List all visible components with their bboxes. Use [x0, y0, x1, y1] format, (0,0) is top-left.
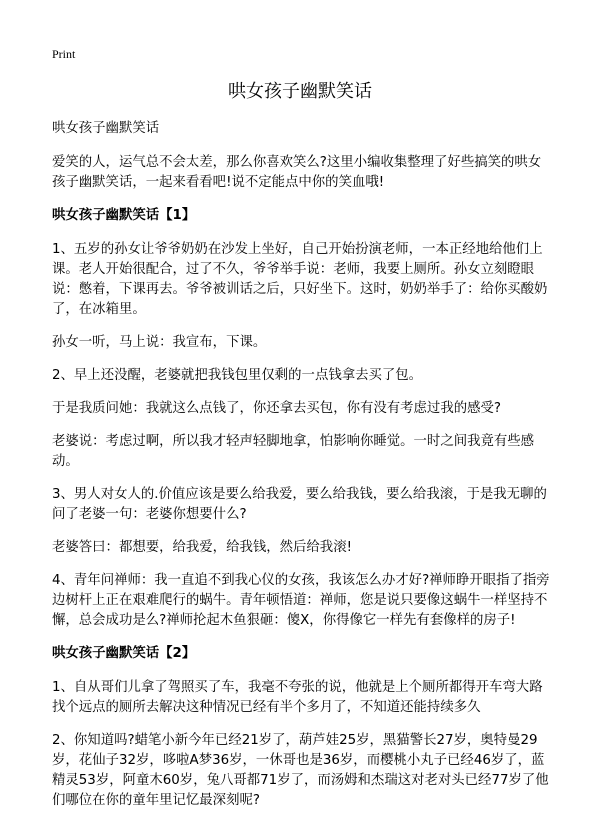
article-subtitle: 哄女孩子幽默笑话: [52, 121, 160, 136]
intro-paragraph: 爱笑的人，运气总不会太差，那么你喜欢笑么?这里小编收集整理了好些搞笑的哄女孩子幽默笑话，一起来看看吧!说不定能点中你的笑血哦!: [52, 155, 542, 190]
section-1-paragraph: 老婆答曰：都想要，给我爱，给我钱，然后给我滚!: [52, 540, 352, 555]
article-body: [52, 119, 552, 824]
section-heading-2: 哄女孩子幽默笑话【2】: [52, 646, 196, 661]
section-1-paragraph: 于是我质问她：我就这么点钱了，你还拿去买包，你有没有考虑过我的感受?: [52, 401, 501, 416]
section-2-paragraph: 1、自从哥们儿拿了驾照买了车，我毫不夸张的说，他就是上个厕所都得开车弯大路找个远点的厕所去解决这种情况已经有半个多月了，不知道还能持续多久: [52, 680, 543, 715]
section-1-paragraph: 老婆说：考虑过啊，所以我才轻声轻脚地拿，怕影响你睡觉。一时之间我竟有些感动。: [52, 434, 535, 469]
section-2-paragraph: 2、你知道吗?蜡笔小新今年已经21岁了，葫芦娃25岁，黑猫警长27岁，奥特曼29岁，花仙子32岁，哆啦A梦36岁，一休哥也是36岁，而樱桃小丸子已经46岁了，蓝精灵53岁，阿童木60岁，兔八哥都71岁了，而汤姆和杰瑞这对老对头已经77岁了他们哪位在你的童年里记忆最深刻呢?: [52, 733, 549, 808]
page-title: 哄女孩子幽默笑话: [228, 81, 372, 102]
section-1-paragraph: 3、男人对女人的.价值应该是要么给我爱，要么给我钱，要么给我滚，于是我无聊的问了老婆一句：老婆你想要什么?: [52, 487, 547, 522]
section-1-paragraph: 孙女一听，马上说：我宣布，下课。: [52, 335, 267, 350]
section-heading-1: 哄女孩子幽默笑话【1】: [52, 208, 196, 223]
print-link[interactable]: Print: [52, 47, 76, 61]
section-1-paragraph: 2、早上还没醒，老婆就把我钱包里仅剩的一点钱拿去买了包。: [52, 368, 423, 383]
section-1-paragraph: 4、青年问禅师：我一直追不到我心仪的女孩，我该怎么办才好?禅师睁开眼指了指旁边树杆上正在艰难爬行的蜗牛。青年顿悟道：禅师，您是说只要像这蜗牛一样坚持不懈，总会成功是么?禅师抡起木鱼狠砸：傻X，你得像它一样先有套像样的房子!: [52, 573, 550, 628]
section-1-paragraph: 1、五岁的孙女让爷爷奶奶在沙发上坐好，自己开始扮演老师，一本正经地给他们上课。老人开始很配合，过了不久，爷爷举手说：老师，我要上厕所。孙女立刻瞪眼说：憋着，下课再去。爷爷被训话之后，只好坐下。这时，奶奶举手了：给你买酸奶了，在冰箱里。: [52, 242, 548, 317]
